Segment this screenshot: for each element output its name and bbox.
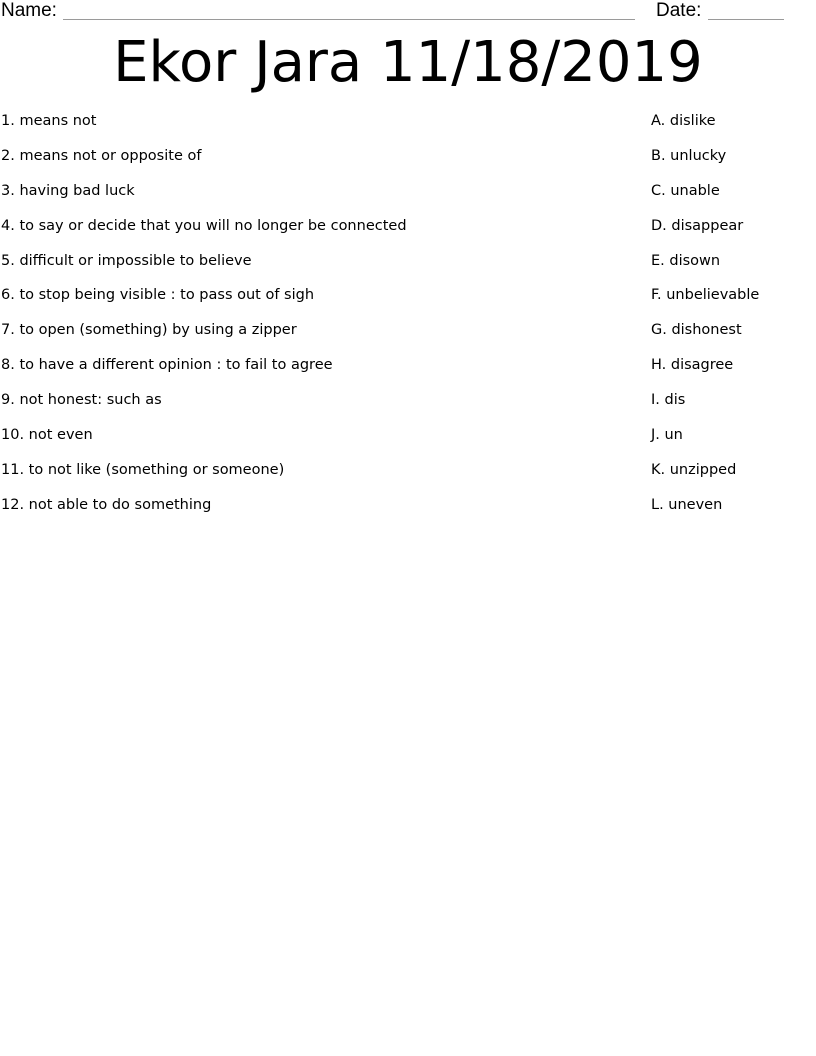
answer-item: L. uneven [651,496,723,513]
clue-item: 9. not honest: such as [1,392,162,409]
answer-item: F. unbelievable [651,287,760,304]
answer-list [651,111,811,530]
clue-item: 1. means not [1,113,97,129]
answer-item: E. disown [651,252,721,269]
date-blank-line [708,19,784,20]
clue-item: 6. to stop being visible : to pass out of sigh [1,287,315,304]
clue-item: 8. to have a different opinion : to fail to agree [1,357,333,374]
answer-item: H. disagree [651,357,734,374]
answer-item: B. unlucky [651,147,727,164]
clue-item: 5. difficult or impossible to believe [1,252,252,269]
clue-item: 7. to open (something) by using a zipper [1,322,297,339]
clue-item: 12. not able to do something [1,496,212,513]
name-label: Name: [1,0,57,21]
answer-item: C. unable [651,182,720,199]
clue-item: 2. means not or opposite of [1,147,202,164]
answer-item: K. unzipped [651,461,737,478]
clue-item: 4. to say or decide that you will no longer be connected [1,217,407,234]
clue-item: 11. to not like (something or someone) [1,461,285,478]
name-blank-line [63,19,635,20]
clue-item: 10. not even [1,427,93,444]
worksheet-title: Ekor Jara 11/18/2019 [113,30,703,95]
date-label: Date: [656,0,702,21]
clue-list [1,111,621,530]
answer-item: G. dishonest [651,322,742,339]
header-row [0,0,816,24]
answer-item: D. disappear [651,217,744,234]
answer-item: I. dis [651,392,686,409]
answer-item: J. un [651,427,683,444]
answer-item: A. dislike [651,113,716,129]
clue-item: 3. having bad luck [1,182,135,199]
